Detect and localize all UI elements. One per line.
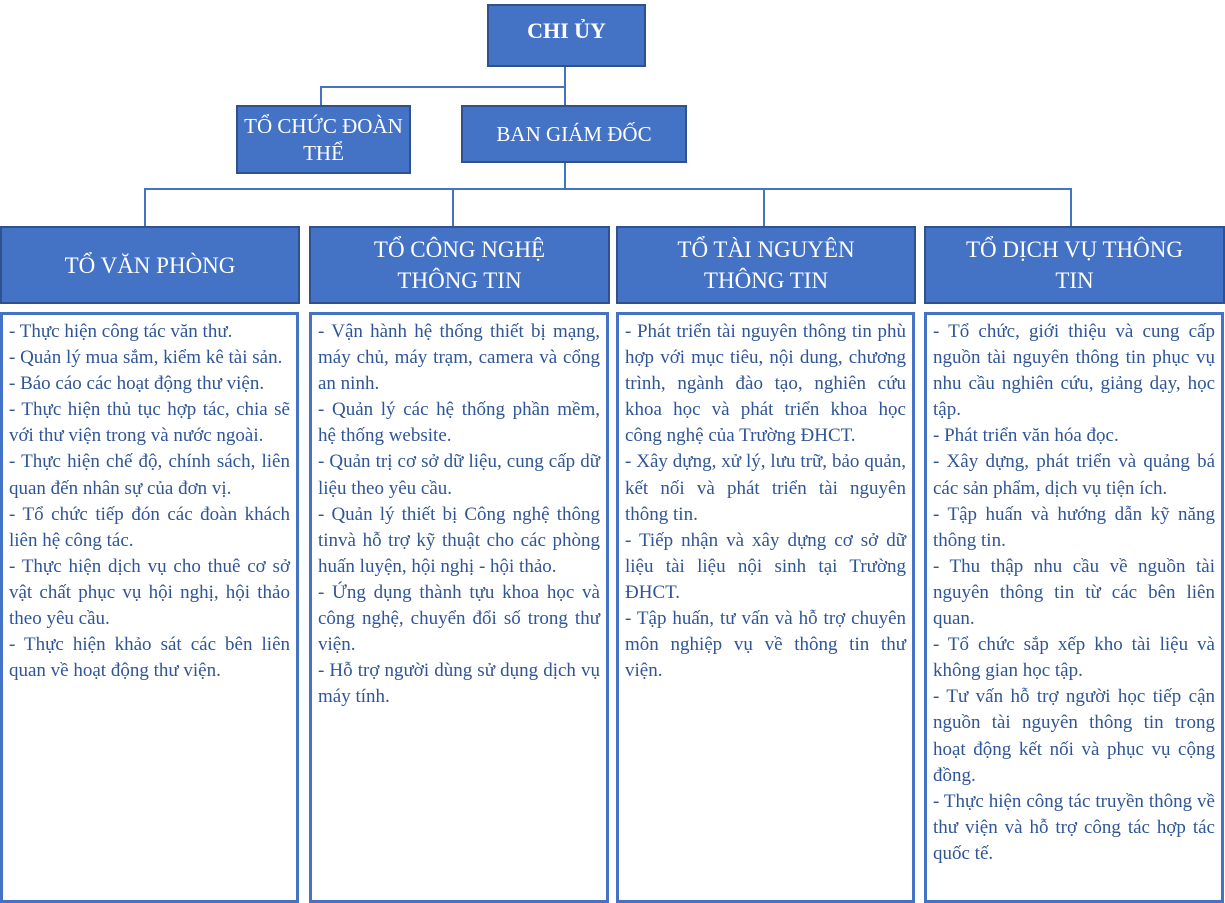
duty-item: - Thực hiện thủ tục hợp tác, chia sẽ với thư viện trong và nước ngoài. [9,399,290,447]
organization-box [236,105,411,174]
duty-item: - Ứng dụng thành tựu khoa học và công nghệ, chuyển đổi số trong thư viện. [318,581,600,656]
duty-item: - Hỗ trợ người dùng sử dụng dịch vụ máy tính. [318,660,600,708]
duty-item: - Quản lý các hệ thống phần mềm, hệ thống website. [318,399,600,447]
connector-departments-bar [144,188,1072,190]
duty-item: - Vận hành hệ thống thiết bị mạng, máy chủ, máy trạm, camera và cổng an ninh. [318,321,600,395]
board-of-directors-label: BAN GIÁM ĐỐC [496,121,652,146]
duty-item: - Thực hiện khảo sát các bên liên quan về hoạt động thư viện. [9,634,290,682]
dept-header-office [0,226,300,304]
duty-item: - Báo cáo các hoạt động thư viện. [9,373,265,395]
duty-item: - Thu thập nhu cầu về nguồn tài nguyên thông tin từ các bên liên quan. [933,555,1215,630]
duty-item: - Quản trị cơ sở dữ liệu, cung cấp dữ liệu theo yêu cầu. [318,451,600,499]
duty-item: - Xây dựng, xử lý, lưu trữ, bảo quản, kết nối và phát triển tài nguyên thông tin. [625,451,906,525]
duty-item: - Tổ chức, giới thiệu và cung cấp nguồn tài nguyên thông tin phục vụ nhu cầu nghiên cứu, giảng dạy, học tập. [933,321,1215,421]
connector-board-down [564,162,566,189]
dept-header-resources [616,226,916,304]
duty-item: - Tổ chức tiếp đón các đoàn khách liên hệ công tác. [9,503,290,551]
connector-dept-1 [144,188,146,227]
duties-panel-resources [616,312,915,903]
dept-title: TỔ DỊCH VỤ THÔNG TIN [965,237,1183,293]
duty-item: - Tập huấn và hướng dẫn kỹ năng thông tin. [933,503,1215,551]
root-label: CHI ỦY [527,18,606,43]
board-of-directors-box [461,105,687,163]
connector-level2-bar [320,86,566,88]
duty-item: - Quản lý mua sắm, kiểm kê tài sản. [9,347,283,369]
duty-item: - Phát triển tài nguyên thông tin phù hợp với mục tiêu, nội dung, chương trình, ngành đào tạo, nghiên cứu khoa học và phát triển khoa học công nghệ của Trường ĐHCT. [625,321,906,447]
duty-item: - Thực hiện chế độ, chính sách, liên quan đến nhân sự của đơn vị. [9,451,290,499]
duty-item: - Quản lý thiết bị Công nghệ thông tinvà hỗ trợ kỹ thuật cho các phòng huấn luyện, hội nghị - hội thảo. [318,503,600,577]
duty-item: - Xây dựng, phát triển và quảng bá các sản phẩm, dịch vụ tiện ích. [933,451,1215,499]
root-box [487,4,646,67]
duty-item: - Thực hiện công tác truyền thông về thư viện và hỗ trợ công tác hợp tác quốc tế. [933,790,1215,864]
dept-title: TỔ TÀI NGUYÊN THÔNG TIN [677,237,855,293]
duties-panel-office [0,312,299,903]
connector-dept-4 [1070,188,1072,227]
duty-item: - Tổ chức sắp xếp kho tài liệu và không gian học tập. [933,634,1215,682]
connector-dept-2 [452,188,454,227]
dept-title: TỔ VĂN PHÒNG [64,252,236,278]
duty-item: - Tiếp nhận và xây dựng cơ sở dữ liệu tài liệu nội sinh tại Trường ĐHCT. [625,529,906,603]
dept-header-it [309,226,610,304]
duty-item: - Thực hiện dịch vụ cho thuê cơ sở vật chất phục vụ hội nghị, hội thảo theo yêu cầu. [9,555,290,630]
duty-item: - Thực hiện công tác văn thư. [9,321,233,342]
dept-title: TỔ CÔNG NGHỆ THÔNG TIN [373,237,546,293]
duty-item: - Tư vấn hỗ trợ người học tiếp cận nguồn tài nguyên thông tin trong hoạt động kết nối và phục vụ cộng đồng. [933,686,1215,786]
organization-label: TỔ CHỨC ĐOÀN THỂ [244,114,403,165]
connector-to-organization [320,86,322,106]
duties-panel-it [309,312,609,903]
duty-item: - Phát triển văn hóa đọc. [933,425,1119,447]
duty-item: - Tập huấn, tư vấn và hỗ trợ chuyên môn nghiệp vụ về thông tin thư viện. [625,608,906,682]
duties-panel-services [924,312,1224,903]
dept-header-services [924,226,1225,304]
connector-dept-3 [763,188,765,227]
